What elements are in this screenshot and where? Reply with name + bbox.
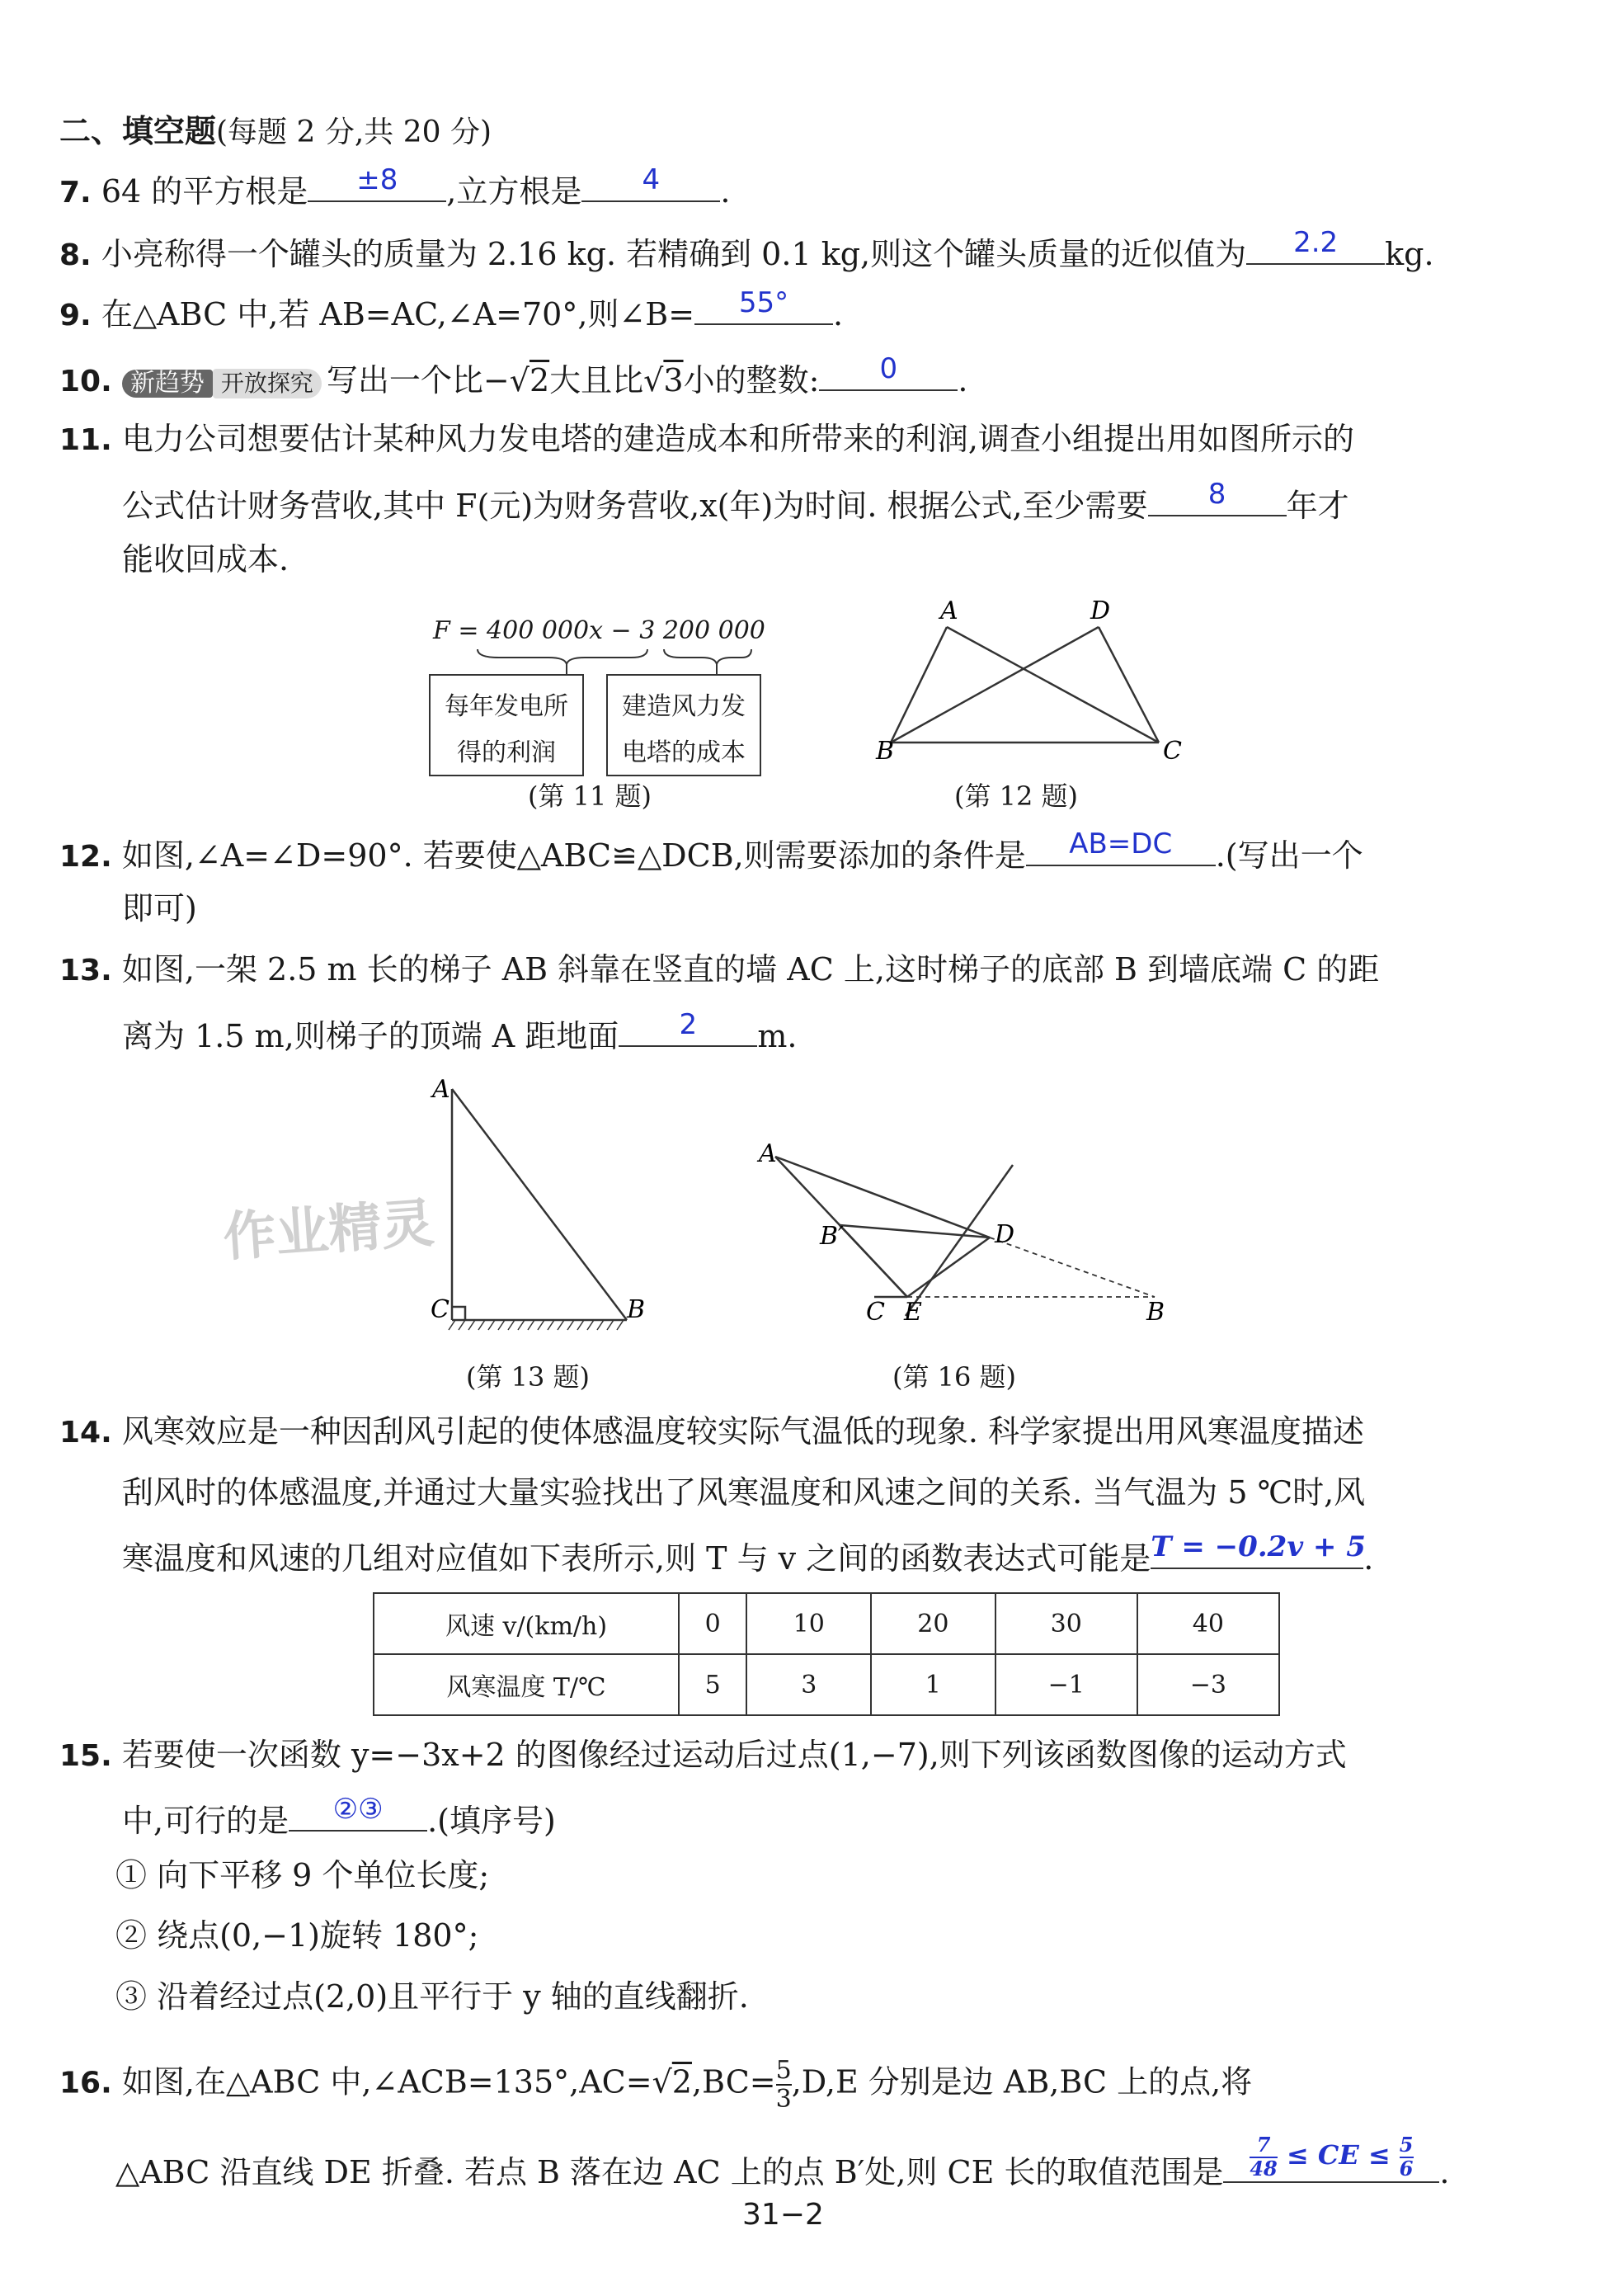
answer-blank[interactable]	[1246, 226, 1385, 265]
segment-AC	[947, 627, 1159, 743]
box-text: 每年发电所	[445, 692, 568, 721]
answer-blank[interactable]	[819, 352, 958, 391]
answer-fraction	[1400, 2134, 1414, 2180]
table-cell: 3	[746, 1654, 871, 1715]
question-number: 13.	[59, 954, 112, 988]
table-cell: 0	[679, 1593, 746, 1654]
row-header: 风速 v/(km/h)	[374, 1593, 679, 1654]
table-cell: −3	[1137, 1654, 1279, 1715]
fraction-denominator: 3	[775, 2085, 792, 2114]
answer-inequality: ≤ CE ≤	[1286, 2139, 1391, 2171]
question-9	[59, 286, 844, 332]
sqrt-symbol: √	[509, 362, 530, 398]
table-cell: 5	[679, 1654, 746, 1715]
answer: 4	[642, 163, 661, 196]
answer: 8	[1207, 478, 1226, 511]
label-C: C	[431, 1295, 449, 1324]
section-title-note: (每题 2 分,共 20 分)	[216, 116, 492, 149]
answer	[1223, 2134, 1439, 2180]
question-text: △ABC 沿直线 DE 折叠. 若点 B 落在边 AC 上的点 B′处,则 CE 长的取值范围是	[115, 2154, 1224, 2190]
question-text: .	[958, 362, 968, 398]
table-row	[374, 1593, 1279, 1654]
figure-11-caption: (第 11 题)	[528, 780, 652, 812]
question-11-line2	[122, 478, 1349, 524]
label-D: D	[995, 1220, 1015, 1249]
label-B: B	[627, 1295, 646, 1324]
fraction-numerator: 7	[1250, 2134, 1277, 2157]
table-cell: 20	[871, 1593, 995, 1654]
sqrt-radicand: 2	[529, 362, 550, 398]
table-cell: 10	[746, 1593, 871, 1654]
row-header: 风寒温度 T/℃	[374, 1654, 679, 1715]
sqrt-symbol: √	[643, 362, 664, 398]
question-text: 年才	[1286, 488, 1349, 524]
answer-blank[interactable]	[619, 1008, 757, 1047]
ladder-AB	[452, 1089, 627, 1320]
question-14-line1	[59, 1413, 1365, 1450]
fraction-denominator: 6	[1399, 2156, 1414, 2180]
watermark: 作业精灵	[221, 1193, 436, 1269]
question-text: 小亮称得一个罐头的质量为 2.16 kg. 若精确到 0.1 kg,则这个罐头质量的近似值为	[101, 236, 1247, 272]
sqrt-radicand: 3	[663, 362, 684, 398]
label-B-prime: B′	[820, 1222, 844, 1251]
question-text: 写出一个比−	[326, 362, 510, 398]
label-A: A	[940, 596, 958, 625]
label-E: E	[904, 1298, 922, 1327]
table-row	[374, 1654, 1279, 1715]
figure-12	[858, 594, 1188, 767]
figure-16	[751, 1139, 1179, 1337]
question-number: 16.	[59, 2066, 112, 2100]
question-16-line1	[59, 2057, 1252, 2113]
question-text: 公式估计财务营收,其中 F(元)为财务营收,x(年)为时间. 根据公式,至少需要	[122, 488, 1148, 524]
question-text: .	[720, 173, 731, 210]
question-text: .	[1439, 2154, 1450, 2190]
segment-B1E	[840, 1225, 907, 1297]
question-number: 7.	[59, 176, 92, 210]
question-text: 中,可行的是	[122, 1803, 289, 1839]
question-text: 若要使一次函数 y=−3x+2 的图像经过运动后过点(1,−7),则下列该函数图像的运动方式	[121, 1737, 1347, 1773]
answer-blank[interactable]	[1026, 827, 1216, 866]
answer-blank[interactable]	[1148, 478, 1287, 516]
label-B: B	[1146, 1298, 1165, 1327]
question-number: 12.	[59, 840, 112, 874]
label-C: C	[866, 1298, 885, 1327]
question-text: 在△ABC 中,若 AB=AC,∠A=70°,则∠B=	[101, 296, 695, 332]
formula: F = 400 000x − 3 200 000	[433, 616, 765, 645]
answer: AB=DC	[1069, 827, 1173, 860]
question-text: ,立方根是	[446, 173, 582, 210]
figure-13-caption: (第 13 题)	[466, 1361, 591, 1393]
fraction-numerator: 5	[775, 2056, 792, 2085]
sqrt-radicand: 2	[671, 2063, 692, 2100]
question-number: 8.	[59, 238, 92, 272]
question-text: kg.	[1385, 236, 1434, 272]
label-D: D	[1090, 596, 1111, 625]
answer-blank[interactable]	[308, 163, 446, 202]
question-text: 如图,∠A=∠D=90°. 若要使△ABC≌△DCB,则需要添加的条件是	[121, 837, 1026, 874]
section-title-text: 二、填空题	[59, 112, 217, 149]
box-text: 建造风力发	[622, 692, 746, 721]
question-text: 电力公司想要估计某种风力发电塔的建造成本和所带来的利润,调查小组提出用如图所示的	[121, 421, 1354, 457]
question-number: 10.	[59, 365, 112, 398]
right-angle-mark	[452, 1307, 465, 1320]
answer: 55°	[738, 286, 789, 319]
question-text: .	[833, 296, 844, 332]
question-text: 即可)	[122, 890, 197, 926]
question-text: .(填序号)	[427, 1803, 556, 1839]
question-10	[59, 352, 968, 398]
question-13-line2	[122, 1008, 798, 1054]
question-15-line1	[59, 1739, 1347, 1771]
question-text: 如图,一架 2.5 m 长的梯子 AB 斜靠在竖直的墙 AC 上,这时梯子的底部 B 到墙底端 C 的距	[121, 951, 1380, 988]
ground-hatch	[449, 1320, 624, 1330]
question-text: 刮风时的体感温度,并通过大量实验找出了风寒温度和风速之间的关系. 当气温为 5 ℃时,风	[122, 1474, 1366, 1511]
answer: 0	[879, 352, 898, 385]
question-14-line3	[122, 1530, 1374, 1577]
question-12-line2	[122, 890, 197, 926]
question-number: 9.	[59, 299, 92, 332]
segment-AD	[775, 1157, 990, 1238]
question-number: 15.	[59, 1739, 112, 1773]
box-text: 得的利润	[457, 738, 556, 767]
segment-ED	[907, 1238, 990, 1297]
option-3: ③ 沿着经过点(2,0)且平行于 y 轴的直线翻折.	[115, 1978, 749, 2015]
question-text: 64 的平方根是	[101, 173, 308, 210]
label-A: A	[759, 1139, 777, 1168]
answer: T = −0.2v + 5	[1151, 1530, 1366, 1563]
answer-blank[interactable]	[1151, 1530, 1366, 1569]
question-text: m.	[757, 1018, 798, 1054]
question-text: ,D,E 分别是边 AB,BC 上的点,将	[791, 2063, 1253, 2100]
table-cell: 30	[995, 1593, 1137, 1654]
option-2: ② 绕点(0,−1)旋转 180°;	[115, 1917, 479, 1954]
fraction	[776, 2057, 792, 2113]
answer: ②③	[332, 1793, 384, 1826]
table-cell: 1	[871, 1654, 995, 1715]
table-cell: −1	[995, 1654, 1137, 1715]
question-text: ,BC=	[691, 2063, 776, 2100]
answer: 2	[679, 1008, 698, 1041]
question-15-line2	[122, 1793, 556, 1839]
answer-blank[interactable]	[581, 163, 720, 202]
explore-badge: 开放探究	[213, 369, 322, 398]
figure-16-caption: (第 16 题)	[892, 1361, 1017, 1393]
answer-blank[interactable]	[694, 286, 833, 325]
option-1: ① 向下平移 9 个单位长度;	[115, 1857, 490, 1893]
question-number: 11.	[59, 423, 112, 457]
figure-13	[412, 1073, 676, 1345]
question-text: 大且比	[549, 362, 644, 398]
trend-badge: 新趋势	[122, 370, 213, 398]
segment-B1D	[840, 1225, 990, 1238]
answer: 2.2	[1293, 226, 1339, 259]
question-text: 能收回成本.	[122, 541, 289, 578]
question-12	[59, 827, 1363, 874]
question-text: 寒温度和风速的几组对应值如下表所示,则 T 与 v 之间的函数表达式可能是	[122, 1540, 1151, 1577]
cost-box	[606, 674, 761, 776]
question-text: .(写出一个	[1215, 837, 1363, 874]
segment-AB	[891, 627, 947, 743]
question-text: 如图,在△ABC 中,∠ACB=135°,AC=	[121, 2063, 652, 2100]
answer-blank[interactable]	[1223, 2133, 1439, 2183]
page-number: 31−2	[742, 2198, 824, 2232]
answer-fraction	[1250, 2134, 1277, 2180]
figure-12-caption: (第 12 题)	[954, 780, 1079, 812]
question-13	[59, 951, 1380, 988]
label-B: B	[876, 737, 895, 766]
fraction-denominator: 48	[1250, 2156, 1278, 2180]
question-8	[59, 226, 1434, 272]
label-C: C	[1163, 737, 1182, 766]
table-cell: 40	[1137, 1593, 1279, 1654]
box-text: 电塔的成本	[622, 738, 746, 767]
sqrt-symbol: √	[652, 2063, 672, 2100]
fraction-numerator: 5	[1399, 2133, 1414, 2157]
question-text: 离为 1.5 m,则梯子的顶端 A 距地面	[122, 1018, 619, 1054]
section-title	[59, 106, 492, 151]
question-14-line2	[122, 1474, 1366, 1511]
windchill-table	[373, 1592, 1280, 1716]
question-text: 小的整数:	[683, 362, 820, 398]
answer: ±8	[356, 163, 398, 196]
segment-DB	[891, 627, 1099, 743]
question-7	[59, 163, 731, 210]
question-number: 14.	[59, 1416, 112, 1450]
question-text: 风寒效应是一种因刮风引起的使体感温度较实际气温低的现象. 科学家提出用风寒温度描述	[121, 1413, 1365, 1450]
question-11-line1	[59, 423, 1354, 455]
question-11-line3	[122, 541, 289, 578]
answer-blank[interactable]	[289, 1793, 427, 1832]
question-text: .	[1363, 1540, 1374, 1577]
profit-box	[429, 674, 584, 776]
question-16-line2	[115, 2133, 1450, 2190]
label-A: A	[432, 1075, 450, 1104]
